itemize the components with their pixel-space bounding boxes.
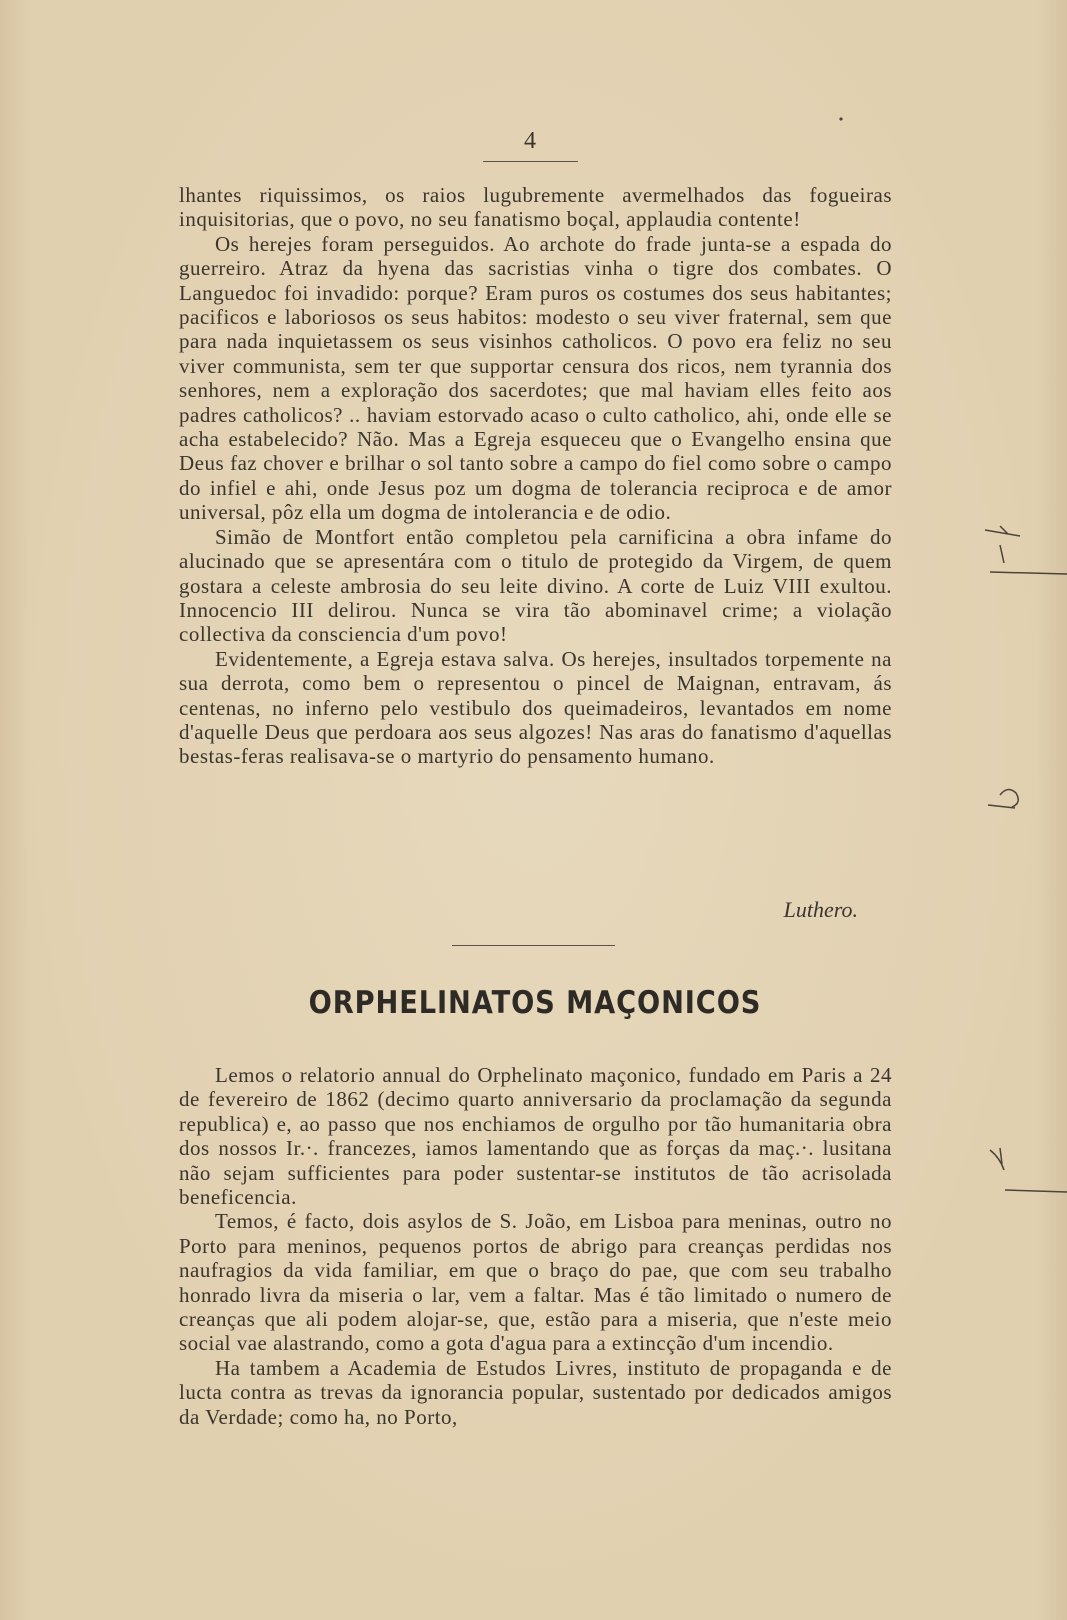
paragraph: Evidentemente, a Egreja estava salva. Os herejes, insultados torpemente na sua derrota, como bem o representou o pincel de Maignan, entravam, ás centenas, no inferno pelo vestibulo dos queimadeiros, levantados em nome d'aquelle Deus que perdoara aos seus algozes! Nas aras do fanatismo d'aquellas bestas-feras realisava-se o martyrio do pensamento humano. bbox=[179, 646, 892, 769]
ink-smudge-icon bbox=[840, 118, 1067, 1192]
paragraph: Ha tambem a Academia de Estudos Livres, instituto de propaganda e de lucta contra as trevas da ignorancia popular, sustentado por dedicados amigos da Verdade; como ha, no Porto, bbox=[179, 1355, 892, 1429]
author-signature: Luthero. bbox=[783, 897, 858, 922]
paragraph: Os herejes foram perseguidos. Ao archote do frade junta-se a espada do guerreiro. Atraz da hyena das sacristias vinha o tigre dos combates. O Languedoc foi invadido: porque? Eram puros os costumes dos seus habitantes; pacificos e laboriosos os seus habitos: modesto o seu viver fraternal, sem que para nada inquietassem os seus visinhos catholicos. O povo era feliz no seu viver communista, sem ter que supportar censura dos ricos, nem tyrannia dos senhores, nem a exploração dos sacerdotes; que mal haviam elles feito aos padres catholicos? .. haviam estorvado acaso o culto catholico, ahi, onde elle se acha estabelecido? Não. Mas a Egreja esqueceu que o Evangelho ensina que Deus faz chover e brilhar o sol tanto sobre a campo do fiel como sobre o campo do infiel e ahi, onde Jesus poz um dogma de tolerancia reciproca e de amor universal, pôz ella um dogma de intolerancia e de odio. bbox=[179, 231, 892, 525]
section-heading: ORPHELINATOS MAÇONICOS bbox=[308, 985, 762, 1021]
paragraph: lhantes riquissimos, os raios lugubremente avermelhados das fogueiras inquisitorias, que o povo, no seu fanatismo boçal, applaudia contente! bbox=[179, 183, 892, 232]
page-number: 4 bbox=[524, 128, 536, 154]
paragraph: Lemos o relatorio annual do Orphelinato maçonico, fundado em Paris a 24 de fevereiro de 1862 (decimo quarto anniversario da proclamação da segunda republica) e, ao passo que nos enchiamos de orgulho por tão humanitaria obra dos nossos Ir.·. francezes, iamos lamentando que as forças da maç.·. lusitana não sejam sufficientes para poder sustentar-se institutos de tão acrisolada beneficencia. bbox=[179, 1063, 892, 1210]
paragraph: Temos, é facto, dois asylos de S. João, em Lisboa para meninas, outro no Porto para meninos, pequenos portos de abrigo para creanças perdidas nos naufragios da vida familiar, em que o braço do pae, que com seu trabalho honrado livra da miseria o lar, vem a faltar. Mas é tão limitado o numero de creanças que ali podem alojar-se, que, estão para a miseria, que n'este meio social vae alastrando, como a gota d'agua para a extincção d'um incendio. bbox=[179, 1209, 892, 1356]
paragraph: Simão de Montfort então completou pela carnificina a obra infame do alucinado que se apresentára com o titulo de protegido da Virgem, de quem gostara a celeste ambrosia do seu leite divino. A corte de Luiz VIII exultou. Innocencio III delirou. Nunca se vira tão abominavel crime; a violação collectiva da consciencia d'um povo! bbox=[179, 524, 892, 647]
